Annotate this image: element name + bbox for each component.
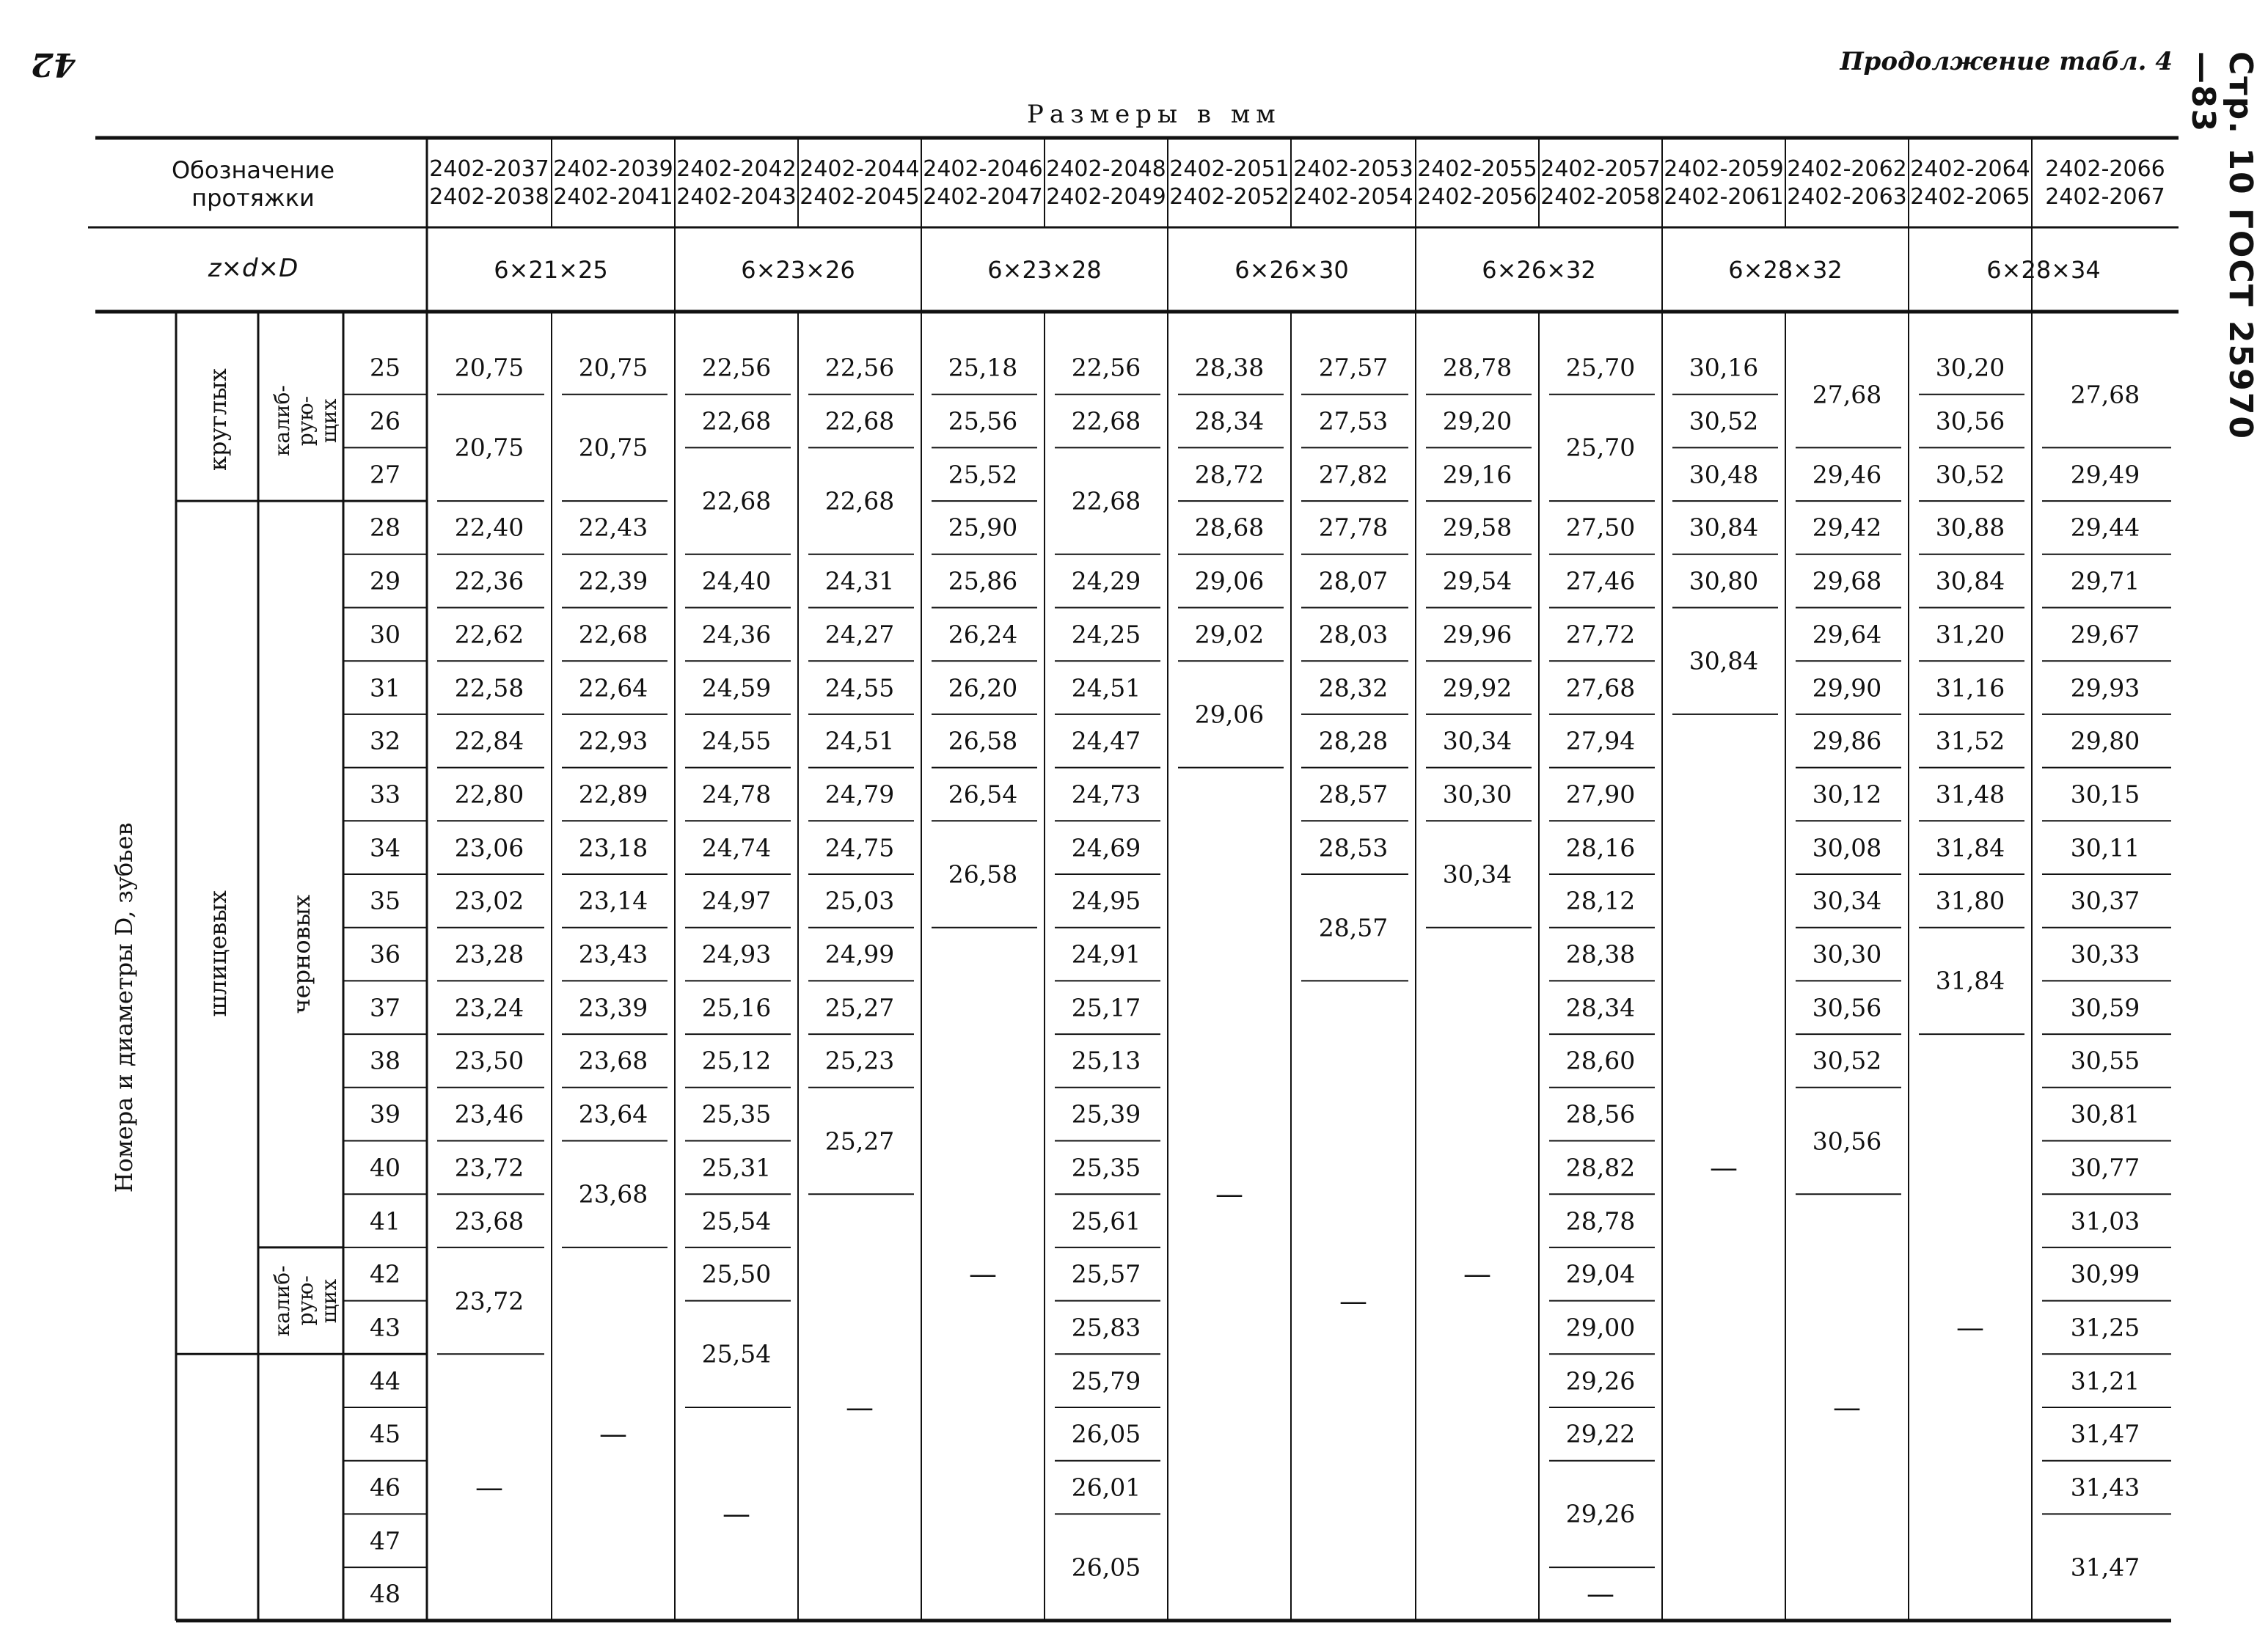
tooth-number: 38 — [370, 1046, 400, 1075]
diameter-value: 25,03 — [824, 886, 895, 915]
diameter-value: 22,68 — [824, 486, 895, 516]
no-value-dash: — — [1339, 1284, 1367, 1317]
tooth-number: 36 — [370, 939, 400, 969]
diameter-value: 23,72 — [454, 1286, 524, 1316]
diameter-value: 20,75 — [578, 353, 648, 382]
designation-code: 2402-2057 — [1540, 156, 1661, 182]
diameter-value: 20,75 — [454, 433, 524, 462]
tooth-number: 45 — [370, 1419, 400, 1448]
diameter-value: 27,46 — [1565, 566, 1636, 596]
diameter-value: 23,46 — [454, 1099, 524, 1129]
diameter-value: 30,33 — [2070, 939, 2140, 969]
diameter-value: 24,73 — [1071, 780, 1141, 809]
diameter-value: 31,80 — [1935, 886, 2005, 915]
diameter-value: 29,68 — [1812, 566, 1882, 596]
tooth-number: 46 — [370, 1473, 400, 1502]
diameter-value: 26,54 — [948, 780, 1018, 809]
diameter-value: 29,80 — [2070, 726, 2140, 755]
diameter-value: 28,57 — [1318, 913, 1389, 942]
diameter-value: 25,18 — [948, 353, 1018, 382]
tooth-number: 41 — [370, 1206, 400, 1236]
diameter-value: 29,46 — [1812, 460, 1882, 489]
diameter-value: 26,20 — [948, 673, 1018, 703]
diameter-value: 28,53 — [1318, 833, 1389, 862]
diameter-value: 22,58 — [454, 673, 524, 703]
diameter-value: 24,79 — [824, 780, 895, 809]
designation-code: 2402-2055 — [1417, 156, 1537, 182]
diameter-value: 22,56 — [824, 353, 895, 382]
diameter-value: 30,99 — [2070, 1259, 2140, 1289]
diameter-value: 25,17 — [1071, 993, 1141, 1022]
diameter-value: 30,37 — [2070, 886, 2140, 915]
diameter-value: 30,56 — [1935, 406, 2005, 436]
diameter-value: 22,64 — [578, 673, 648, 703]
diameter-value: 29,16 — [1442, 460, 1512, 489]
diameter-value: 24,97 — [701, 886, 772, 915]
tooth-number: 32 — [370, 726, 400, 755]
group-label-roughing: черновых — [288, 894, 315, 1014]
diameter-value: 22,68 — [701, 486, 772, 516]
diameter-value: 22,56 — [1071, 353, 1141, 382]
tooth-number: 26 — [370, 406, 400, 436]
diameter-value: 22,68 — [1071, 486, 1141, 516]
designation-code: 2402-2062 — [1787, 156, 1907, 182]
diameter-value: 25,57 — [1071, 1259, 1141, 1289]
header-label-line1: Обозначение — [171, 156, 335, 184]
designation-code: 2402-2038 — [429, 184, 549, 210]
tooth-number: 29 — [370, 566, 400, 596]
diameter-value: 30,12 — [1812, 780, 1882, 809]
diameter-value: 30,34 — [1442, 726, 1512, 755]
diameter-value: 25,70 — [1565, 433, 1636, 462]
diameter-value: 22,68 — [1071, 406, 1141, 436]
diameter-value: 29,93 — [2070, 673, 2140, 703]
tooth-number: 31 — [370, 673, 400, 703]
designation-code: 2402-2049 — [1046, 184, 1166, 210]
diameter-value: 23,68 — [578, 1179, 648, 1209]
diameter-value: 28,78 — [1565, 1206, 1636, 1236]
diameter-value: 25,61 — [1071, 1206, 1141, 1236]
tooth-number: 28 — [370, 513, 400, 542]
diameter-value: 26,24 — [948, 620, 1018, 649]
diameter-value: 30,56 — [1812, 1126, 1882, 1155]
diameter-value: 22,56 — [701, 353, 772, 382]
diameter-value: 28,57 — [1318, 780, 1389, 809]
designation-code: 2402-2039 — [553, 156, 673, 182]
diameter-value: 30,56 — [1812, 993, 1882, 1022]
page-number: 42 — [31, 45, 76, 83]
diameter-value: 28,34 — [1194, 406, 1265, 436]
tooth-number: 27 — [370, 460, 400, 489]
diameter-value: 24,78 — [701, 780, 772, 809]
tooth-number: 44 — [370, 1366, 400, 1396]
diameter-value: 25,50 — [701, 1259, 772, 1289]
diameter-value: 25,23 — [824, 1046, 895, 1075]
designation-code: 2402-2066 — [2045, 156, 2165, 182]
diameter-value: 29,44 — [2070, 513, 2140, 542]
diameter-value: 31,03 — [2070, 1206, 2140, 1236]
diameter-value: 22,93 — [578, 726, 648, 755]
diameter-value: 31,84 — [1935, 833, 2005, 862]
profile-size: 6×23×26 — [741, 256, 855, 284]
designation-code: 2402-2067 — [2045, 184, 2165, 210]
diameter-value: 31,25 — [2070, 1313, 2140, 1342]
tooth-number: 48 — [370, 1579, 400, 1608]
tooth-number: 47 — [370, 1526, 400, 1556]
diameter-value: 29,20 — [1442, 406, 1512, 436]
no-value-dash: — — [1956, 1311, 1984, 1344]
diameter-value: 23,06 — [454, 833, 524, 862]
designation-code: 2402-2056 — [1417, 184, 1537, 210]
diameter-value: 27,50 — [1565, 513, 1636, 542]
no-value-dash: — — [723, 1498, 750, 1531]
diameter-value: 22,62 — [454, 620, 524, 649]
tooth-number: 39 — [370, 1099, 400, 1129]
tooth-number: 40 — [370, 1153, 400, 1182]
diameter-value: 30,84 — [1689, 646, 1759, 675]
diameter-value: 27,68 — [2070, 380, 2140, 409]
diameter-value: 26,01 — [1071, 1473, 1141, 1502]
diameter-value: 24,75 — [824, 833, 895, 862]
diameter-value: 22,80 — [454, 780, 524, 809]
diameter-value: 30,16 — [1689, 353, 1759, 382]
row-axis-label: Номера и диаметры D, зубьев — [110, 822, 138, 1193]
diameter-value: 25,12 — [701, 1046, 772, 1075]
diameter-value: 28,28 — [1318, 726, 1389, 755]
diameter-value: 25,13 — [1071, 1046, 1141, 1075]
profile-size: 6×23×28 — [987, 256, 1102, 284]
diameter-value: 29,86 — [1812, 726, 1882, 755]
designation-code: 2402-2064 — [1910, 156, 2030, 182]
no-value-dash: — — [599, 1418, 627, 1451]
diameter-value: 24,29 — [1071, 566, 1141, 596]
diameter-value: 24,36 — [701, 620, 772, 649]
designation-code: 2402-2059 — [1664, 156, 1784, 182]
diameter-value: 24,31 — [824, 566, 895, 596]
diameter-value: 27,72 — [1565, 620, 1636, 649]
diameter-value: 25,70 — [1565, 353, 1636, 382]
diameter-value: 23,02 — [454, 886, 524, 915]
diameter-value: 24,51 — [1071, 673, 1141, 703]
no-value-dash: — — [1710, 1151, 1738, 1184]
diameter-value: 29,02 — [1194, 620, 1265, 649]
designation-code: 2402-2041 — [553, 184, 673, 210]
diameter-value: 27,82 — [1318, 460, 1389, 489]
diameter-value: 29,90 — [1812, 673, 1882, 703]
diameter-value: 30,11 — [2070, 833, 2140, 862]
diameter-value: 27,90 — [1565, 780, 1636, 809]
tooth-number: 30 — [370, 620, 400, 649]
diameter-value: 30,48 — [1689, 460, 1759, 489]
diameter-value: 30,52 — [1689, 406, 1759, 436]
diameter-value: 30,30 — [1442, 780, 1512, 809]
diameter-value: 25,83 — [1071, 1313, 1141, 1342]
designation-code: 2402-2051 — [1169, 156, 1290, 182]
diameter-value: 22,36 — [454, 566, 524, 596]
diameter-value: 27,68 — [1565, 673, 1636, 703]
designation-code: 2402-2065 — [1910, 184, 2030, 210]
diameter-value: 29,22 — [1565, 1419, 1636, 1448]
diameter-value: 28,82 — [1565, 1153, 1636, 1182]
diameter-value: 28,07 — [1318, 566, 1389, 596]
diameter-value: 30,52 — [1812, 1046, 1882, 1075]
group-label-calibrating: рую- — [293, 395, 318, 447]
size-label: z×d×D — [208, 254, 299, 283]
diameter-value: 24,74 — [701, 833, 772, 862]
diameter-value: 24,69 — [1071, 833, 1141, 862]
diameter-value: 24,55 — [824, 673, 895, 703]
header-label-line2: протяжки — [191, 184, 315, 212]
diameter-value: 25,31 — [701, 1153, 772, 1182]
diameter-value: 28,38 — [1565, 939, 1636, 969]
group-label-calibrating: щих — [317, 398, 341, 444]
diameter-value: 23,14 — [578, 886, 648, 915]
tooth-number: 25 — [370, 353, 400, 382]
diameter-value: 28,32 — [1318, 673, 1389, 703]
profile-size: 6×28×34 — [1986, 256, 2101, 284]
diameter-value: 25,35 — [1071, 1153, 1141, 1182]
designation-code: 2402-2058 — [1540, 184, 1661, 210]
diameter-value: 25,54 — [701, 1206, 772, 1236]
diameter-value: 23,72 — [454, 1153, 524, 1182]
designation-code: 2402-2052 — [1169, 184, 1290, 210]
designation-code: 2402-2042 — [676, 156, 797, 182]
tooth-number: 43 — [370, 1313, 400, 1342]
diameter-value: 25,52 — [948, 460, 1018, 489]
profile-size: 6×28×32 — [1728, 256, 1843, 284]
diameter-value: 27,57 — [1318, 353, 1389, 382]
diameter-value: 26,58 — [948, 860, 1018, 889]
diameter-value: 30,59 — [2070, 993, 2140, 1022]
diameter-value: 24,55 — [701, 726, 772, 755]
diameter-value: 23,50 — [454, 1046, 524, 1075]
diameter-value: 22,89 — [578, 780, 648, 809]
diameter-value: 31,21 — [2070, 1366, 2140, 1396]
diameter-value: 28,34 — [1565, 993, 1636, 1022]
no-value-dash: — — [969, 1258, 997, 1291]
diameter-value: 23,28 — [454, 939, 524, 969]
no-value-dash: — — [1833, 1391, 1861, 1424]
no-value-dash: — — [1587, 1578, 1614, 1611]
designation-code: 2402-2045 — [800, 184, 920, 210]
diameter-value: 27,78 — [1318, 513, 1389, 542]
diameter-value: 28,78 — [1442, 353, 1512, 382]
tooth-number: 42 — [370, 1259, 400, 1289]
diameter-value: 30,20 — [1935, 353, 2005, 382]
diameter-value: 25,79 — [1071, 1366, 1141, 1396]
continuation-caption: Продолжение табл. 4 — [1840, 47, 2173, 76]
diameter-value: 25,86 — [948, 566, 1018, 596]
diameter-value: 30,84 — [1935, 566, 2005, 596]
diameter-value: 24,93 — [701, 939, 772, 969]
diameter-value: 29,64 — [1812, 620, 1882, 649]
diameter-value: 26,58 — [948, 726, 1018, 755]
diameter-value: 31,52 — [1935, 726, 2005, 755]
diameter-value: 30,80 — [1689, 566, 1759, 596]
tooth-number: 37 — [370, 993, 400, 1022]
tooth-number: 35 — [370, 886, 400, 915]
tooth-number: 33 — [370, 780, 400, 809]
diameter-value: 23,68 — [454, 1206, 524, 1236]
units-caption: Размеры в мм — [1027, 100, 1281, 129]
diameter-value: 25,54 — [701, 1339, 772, 1369]
diameter-value: 30,08 — [1812, 833, 1882, 862]
group-label-spline: шлицевых — [204, 890, 232, 1018]
diameter-value: 29,49 — [2070, 460, 2140, 489]
designation-code: 2402-2048 — [1046, 156, 1166, 182]
designation-code: 2402-2043 — [676, 184, 797, 210]
diameter-value: 22,43 — [578, 513, 648, 542]
diameter-value: 20,75 — [578, 433, 648, 462]
diameter-value: 22,39 — [578, 566, 648, 596]
diameter-value: 30,88 — [1935, 513, 2005, 542]
diameter-value: 24,59 — [701, 673, 772, 703]
diameter-value: 30,81 — [2070, 1099, 2140, 1129]
diameter-value: 22,68 — [701, 406, 772, 436]
diameter-value: 24,27 — [824, 620, 895, 649]
diameter-value: 29,92 — [1442, 673, 1512, 703]
diameter-value: 24,40 — [701, 566, 772, 596]
diameter-value: 29,96 — [1442, 620, 1512, 649]
designation-code: 2402-2061 — [1664, 184, 1784, 210]
diameter-value: 29,04 — [1565, 1259, 1636, 1289]
diameter-value: 24,95 — [1071, 886, 1141, 915]
diameter-value: 20,75 — [454, 353, 524, 382]
diameter-value: 29,06 — [1194, 566, 1265, 596]
group-label-round: круглых — [204, 368, 232, 472]
designation-code: 2402-2044 — [800, 156, 920, 182]
diameter-value: 31,43 — [2070, 1473, 2140, 1502]
diameter-value: 22,68 — [824, 406, 895, 436]
diameter-value: 22,68 — [578, 620, 648, 649]
diameter-value: 25,27 — [824, 1126, 895, 1155]
diameter-value: 28,12 — [1565, 886, 1636, 915]
diameter-value: 24,99 — [824, 939, 895, 969]
no-value-dash: — — [1463, 1258, 1491, 1291]
diameter-value: 23,39 — [578, 993, 648, 1022]
diameter-value: 29,00 — [1565, 1313, 1636, 1342]
diameter-value: 31,16 — [1935, 673, 2005, 703]
diameter-value: 23,68 — [578, 1046, 648, 1075]
diameter-value: 24,91 — [1071, 939, 1141, 969]
diameter-value: 30,15 — [2070, 780, 2140, 809]
no-value-dash: — — [1215, 1178, 1243, 1211]
group-label-calibrating: рую- — [293, 1275, 318, 1326]
designation-code: 2402-2037 — [429, 156, 549, 182]
group-label-calibrating: щих — [317, 1278, 341, 1323]
diameter-value: 28,16 — [1565, 833, 1636, 862]
diameter-value: 22,40 — [454, 513, 524, 542]
diameter-value: 24,51 — [824, 726, 895, 755]
designation-code: 2402-2054 — [1293, 184, 1413, 210]
diameter-value: 25,39 — [1071, 1099, 1141, 1129]
diameter-value: 27,94 — [1565, 726, 1636, 755]
group-label-calibrating: калиб- — [270, 385, 294, 457]
designation-code: 2402-2047 — [923, 184, 1043, 210]
diameter-value: 29,26 — [1565, 1366, 1636, 1396]
diameter-value: 28,38 — [1194, 353, 1265, 382]
diameter-value: 30,77 — [2070, 1153, 2140, 1182]
diameter-value: 26,05 — [1071, 1419, 1141, 1448]
diameter-value: 31,20 — [1935, 620, 2005, 649]
diameter-value: 31,47 — [2070, 1419, 2140, 1448]
diameter-value: 28,56 — [1565, 1099, 1636, 1129]
diameter-value: 29,54 — [1442, 566, 1512, 596]
tooth-number: 34 — [370, 833, 400, 862]
standard-page-title: Стр. 10 ГОСТ 25970—83 — [2184, 51, 2259, 441]
diameter-value: 23,64 — [578, 1099, 648, 1129]
diameter-value: 31,47 — [2070, 1553, 2140, 1582]
diameter-value: 28,03 — [1318, 620, 1389, 649]
diameter-value: 30,34 — [1812, 886, 1882, 915]
diameter-value: 28,68 — [1194, 513, 1265, 542]
diameter-value: 30,34 — [1442, 860, 1512, 889]
diameter-value: 30,84 — [1689, 513, 1759, 542]
diameter-value: 25,16 — [701, 993, 772, 1022]
profile-size: 6×26×32 — [1482, 256, 1596, 284]
diameter-value: 29,42 — [1812, 513, 1882, 542]
diameter-value: 26,05 — [1071, 1553, 1141, 1582]
diameter-value: 25,56 — [948, 406, 1018, 436]
diameter-value: 30,52 — [1935, 460, 2005, 489]
designation-code: 2402-2046 — [923, 156, 1043, 182]
diameter-value: 23,24 — [454, 993, 524, 1022]
diameter-value: 28,60 — [1565, 1046, 1636, 1075]
diameter-value: 25,35 — [701, 1099, 772, 1129]
diameter-value: 27,53 — [1318, 406, 1389, 436]
diameter-value: 24,47 — [1071, 726, 1141, 755]
designation-code: 2402-2053 — [1293, 156, 1413, 182]
diameter-value: 29,58 — [1442, 513, 1512, 542]
diameter-value: 25,90 — [948, 513, 1018, 542]
group-label-calibrating: калиб- — [270, 1265, 294, 1337]
diameter-value: 31,48 — [1935, 780, 2005, 809]
diameter-value: 28,72 — [1194, 460, 1265, 489]
diameter-value: 29,71 — [2070, 566, 2140, 596]
diameter-value: 29,06 — [1194, 700, 1265, 729]
diameter-value: 27,68 — [1812, 380, 1882, 409]
no-value-dash: — — [846, 1391, 874, 1424]
diameter-value: 29,67 — [2070, 620, 2140, 649]
no-value-dash: — — [475, 1471, 503, 1504]
profile-size: 6×26×30 — [1234, 256, 1349, 284]
designation-code: 2402-2063 — [1787, 184, 1907, 210]
diameter-value: 22,84 — [454, 726, 524, 755]
diameter-value: 30,30 — [1812, 939, 1882, 969]
diameter-value: 29,26 — [1565, 1499, 1636, 1528]
diameter-value: 23,18 — [578, 833, 648, 862]
profile-size: 6×21×25 — [494, 256, 608, 284]
diameter-value: 24,25 — [1071, 620, 1141, 649]
diameter-value: 31,84 — [1935, 966, 2005, 995]
diameter-value: 23,43 — [578, 939, 648, 969]
diameter-value: 30,55 — [2070, 1046, 2140, 1075]
diameter-value: 25,27 — [824, 993, 895, 1022]
